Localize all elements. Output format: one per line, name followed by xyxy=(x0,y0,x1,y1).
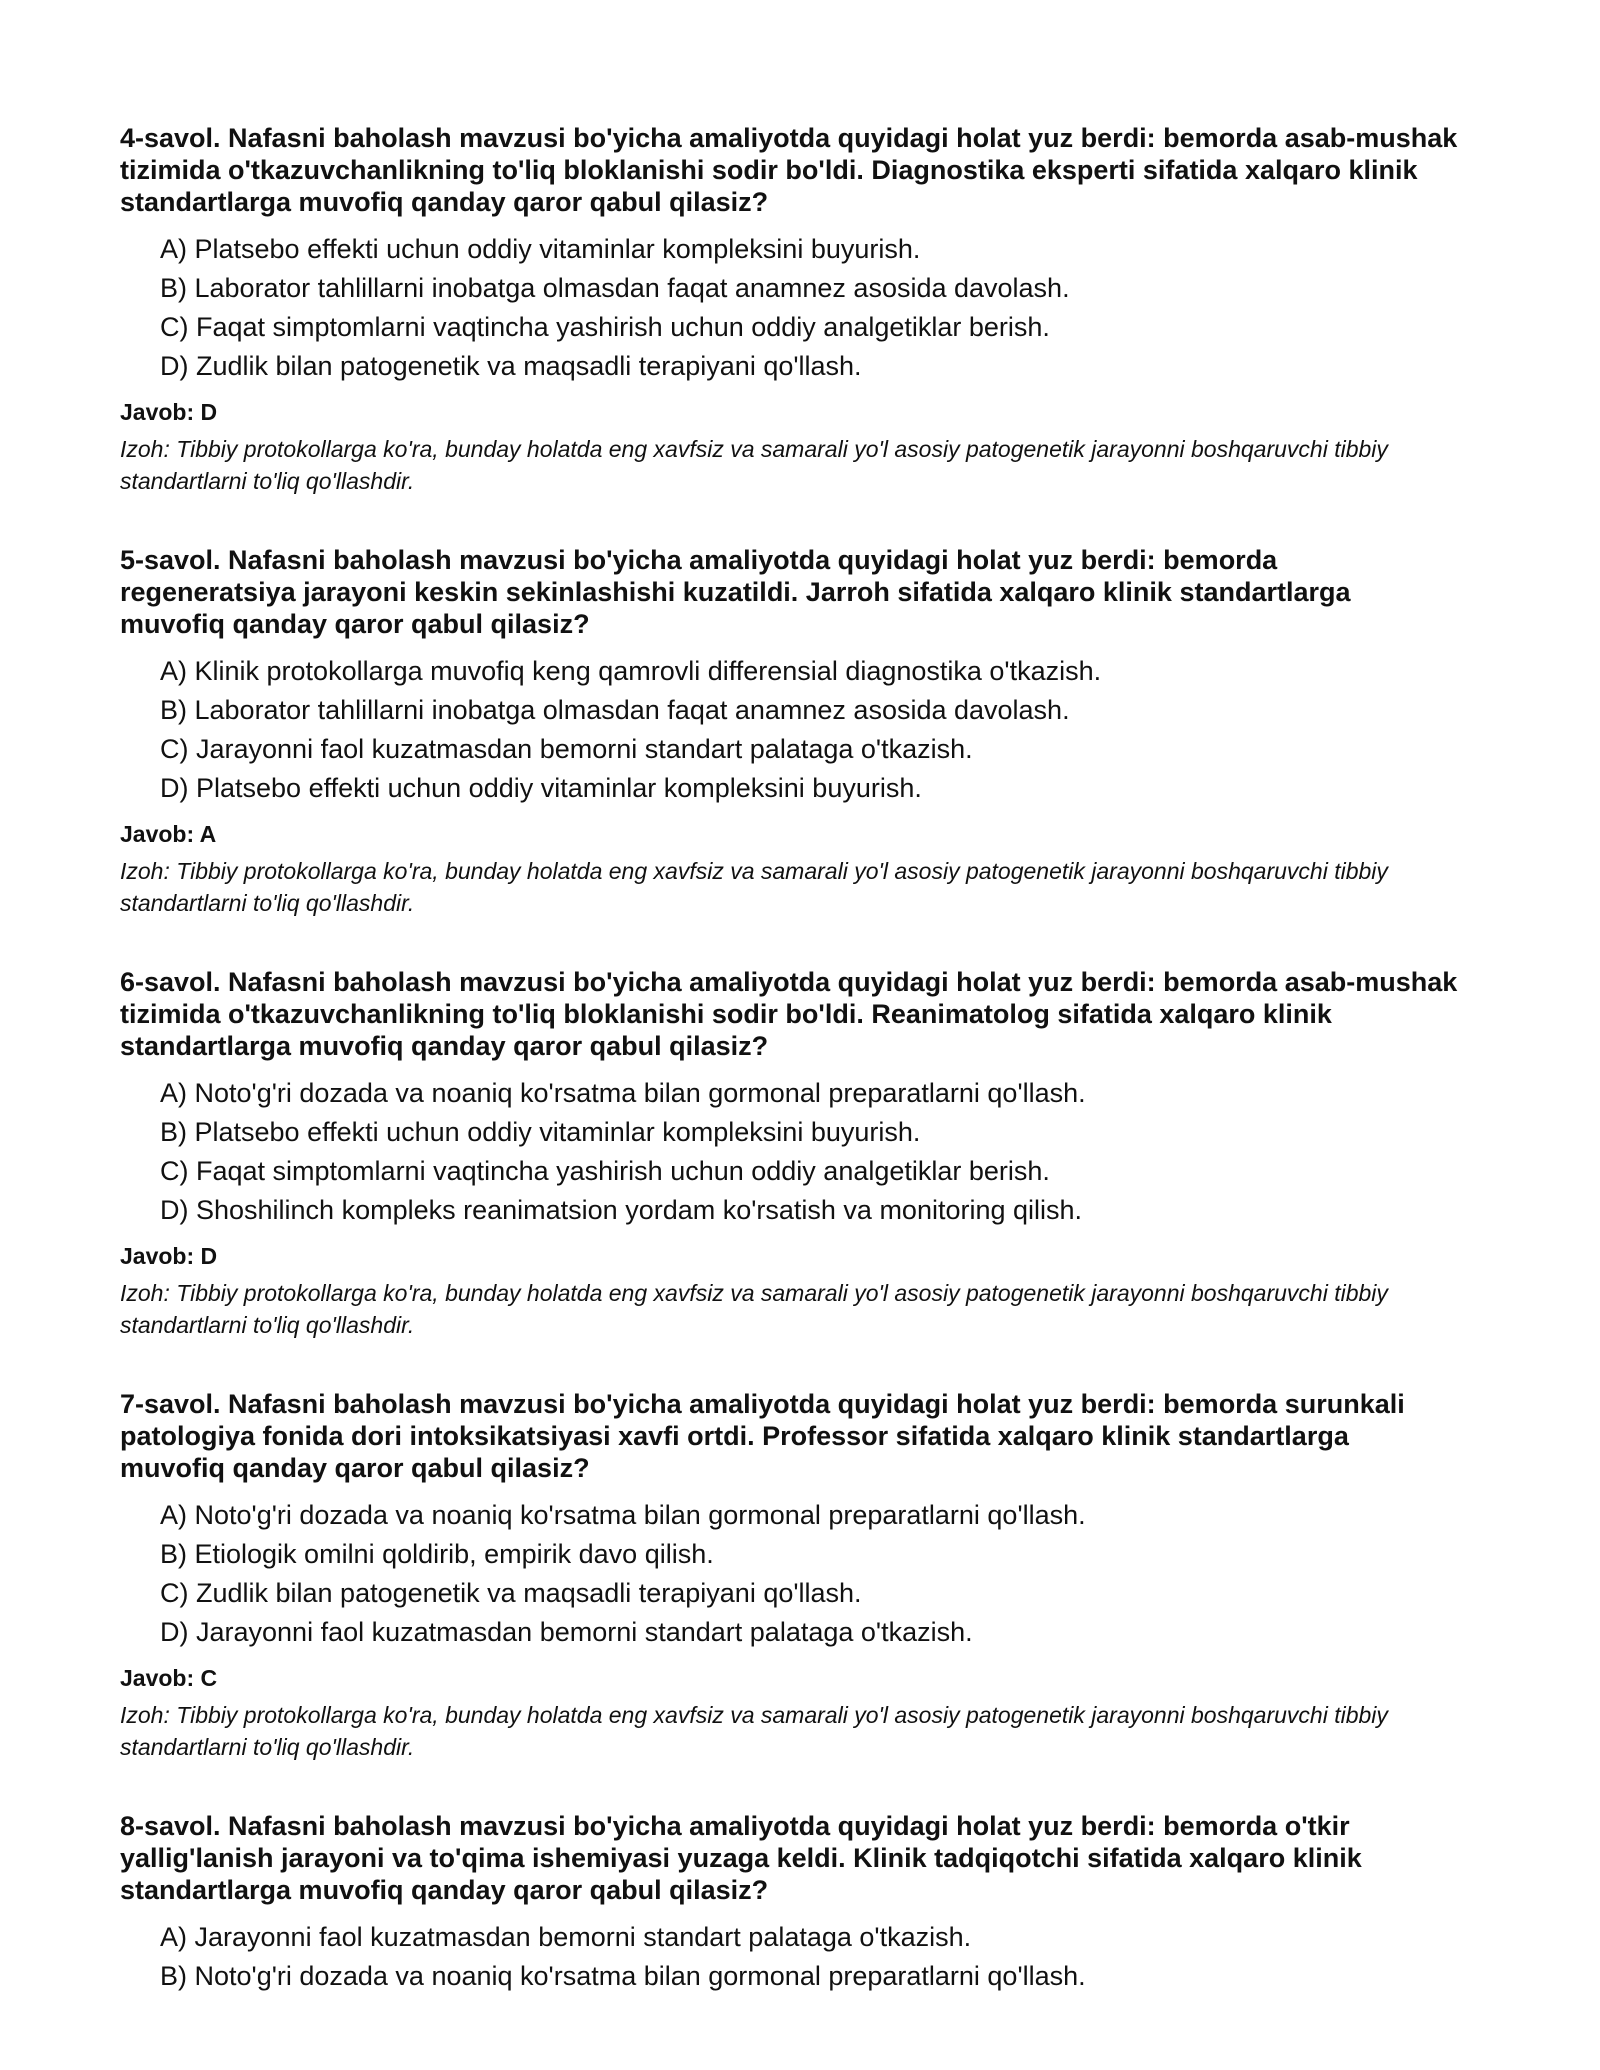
question-4 xyxy=(120,122,1460,497)
option-a: A) Noto'g'ri dozada va noaniq ko'rsatma bilan gormonal preparatlarni qo'llash. xyxy=(160,1078,1086,1108)
option-b: B) Etiologik omilni qoldirib, empirik davo qilish. xyxy=(160,1539,714,1569)
explanation-note: Izoh: Tibbiy protokollarga ko'ra, bunday holatda eng xavfsiz va samarali yo'l asosiy patogenetik jarayonni boshqaruvchi tibbiy standartlarni to'liq qo'llashdir. xyxy=(120,1702,1388,1760)
question-title: 8-savol. Nafasni baholash mavzusi bo'yicha amaliyotda quyidagi holat yuz berdi: bemorda o'tkir yallig'lanish jarayoni va to'qima ishemiyasi yuzaga keldi. Klinik tadqiqotchi sifatida xalqaro klinik standartlarga muvofiq qanday qaror qabul qilasiz? xyxy=(120,1811,1362,1905)
answer-line: Javob: D xyxy=(120,399,218,425)
answer-line: Javob: C xyxy=(120,1665,218,1691)
options-list xyxy=(120,1074,1460,1230)
answer-line: Javob: A xyxy=(120,821,217,847)
options-list xyxy=(120,1496,1460,1652)
question-8 xyxy=(120,1810,1460,1996)
question-title: 5-savol. Nafasni baholash mavzusi bo'yicha amaliyotda quyidagi holat yuz berdi: bemorda regeneratsiya jarayoni keskin sekinlashishi kuzatildi. Jarroh sifatida xalqaro klinik standartlarga muvofiq qanday qaror qabul qilasiz? xyxy=(120,545,1351,639)
question-7 xyxy=(120,1388,1460,1763)
question-title: 6-savol. Nafasni baholash mavzusi bo'yicha amaliyotda quyidagi holat yuz berdi: bemorda asab-mushak tizimida o'tkazuvchanlikning to'liq bloklanishi sodir bo'ldi. Reanimatolog sifatida xalqaro klinik standartlarga muvofiq qanday qaror qabul qilasiz? xyxy=(120,967,1458,1061)
option-a: A) Jarayonni faol kuzatmasdan bemorni standart palataga o'tkazish. xyxy=(160,1922,972,1952)
explanation-note: Izoh: Tibbiy protokollarga ko'ra, bunday holatda eng xavfsiz va samarali yo'l asosiy patogenetik jarayonni boshqaruvchi tibbiy standartlarni to'liq qo'llashdir. xyxy=(120,436,1388,494)
question-title: 4-savol. Nafasni baholash mavzusi bo'yicha amaliyotda quyidagi holat yuz berdi: bemorda asab-mushak tizimida o'tkazuvchanlikning to'liq bloklanishi sodir bo'ldi. Diagnostika eksperti sifatida xalqaro klinik standartlarga muvofiq qanday qaror qabul qilasiz? xyxy=(120,123,1458,217)
option-c: C) Jarayonni faol kuzatmasdan bemorni standart palataga o'tkazish. xyxy=(160,734,973,764)
options-list xyxy=(120,1918,1460,1996)
explanation-note: Izoh: Tibbiy protokollarga ko'ra, bunday holatda eng xavfsiz va samarali yo'l asosiy patogenetik jarayonni boshqaruvchi tibbiy standartlarni to'liq qo'llashdir. xyxy=(120,1280,1388,1338)
option-b: B) Noto'g'ri dozada va noaniq ko'rsatma bilan gormonal preparatlarni qo'llash. xyxy=(160,1961,1086,1991)
options-list xyxy=(120,652,1460,808)
option-b: B) Laborator tahlillarni inobatga olmasdan faqat anamnez asosida davolash. xyxy=(160,273,1070,303)
option-a: A) Noto'g'ri dozada va noaniq ko'rsatma bilan gormonal preparatlarni qo'llash. xyxy=(160,1500,1086,1530)
option-d: D) Zudlik bilan patogenetik va maqsadli terapiyani qo'llash. xyxy=(160,351,862,381)
question-title: 7-savol. Nafasni baholash mavzusi bo'yicha amaliyotda quyidagi holat yuz berdi: bemorda surunkali patologiya fonida dori intoksikatsiyasi xavfi ortdi. Professor sifatida xalqaro klinik standartlarga muvofiq qanday qaror qabul qilasiz? xyxy=(120,1389,1405,1483)
answer-line: Javob: D xyxy=(120,1243,218,1269)
option-d: D) Shoshilinch kompleks reanimatsion yordam ko'rsatish va monitoring qilish. xyxy=(160,1195,1083,1225)
option-a: A) Platsebo effekti uchun oddiy vitaminlar kompleksini buyurish. xyxy=(160,234,921,264)
option-c: C) Faqat simptomlarni vaqtincha yashirish uchun oddiy analgetiklar berish. xyxy=(160,1156,1050,1186)
option-d: D) Platsebo effekti uchun oddiy vitaminlar kompleksini buyurish. xyxy=(160,773,922,803)
question-5 xyxy=(120,544,1460,919)
option-b: B) Platsebo effekti uchun oddiy vitaminlar kompleksini buyurish. xyxy=(160,1117,921,1147)
explanation-note: Izoh: Tibbiy protokollarga ko'ra, bunday holatda eng xavfsiz va samarali yo'l asosiy patogenetik jarayonni boshqaruvchi tibbiy standartlarni to'liq qo'llashdir. xyxy=(120,858,1388,916)
options-list xyxy=(120,230,1460,386)
option-c: C) Zudlik bilan patogenetik va maqsadli terapiyani qo'llash. xyxy=(160,1578,862,1608)
option-b: B) Laborator tahlillarni inobatga olmasdan faqat anamnez asosida davolash. xyxy=(160,695,1070,725)
question-6 xyxy=(120,966,1460,1341)
option-a: A) Klinik protokollarga muvofiq keng qamrovli differensial diagnostika o'tkazish. xyxy=(160,656,1102,686)
option-c: C) Faqat simptomlarni vaqtincha yashirish uchun oddiy analgetiklar berish. xyxy=(160,312,1050,342)
option-d: D) Jarayonni faol kuzatmasdan bemorni standart palataga o'tkazish. xyxy=(160,1617,973,1647)
